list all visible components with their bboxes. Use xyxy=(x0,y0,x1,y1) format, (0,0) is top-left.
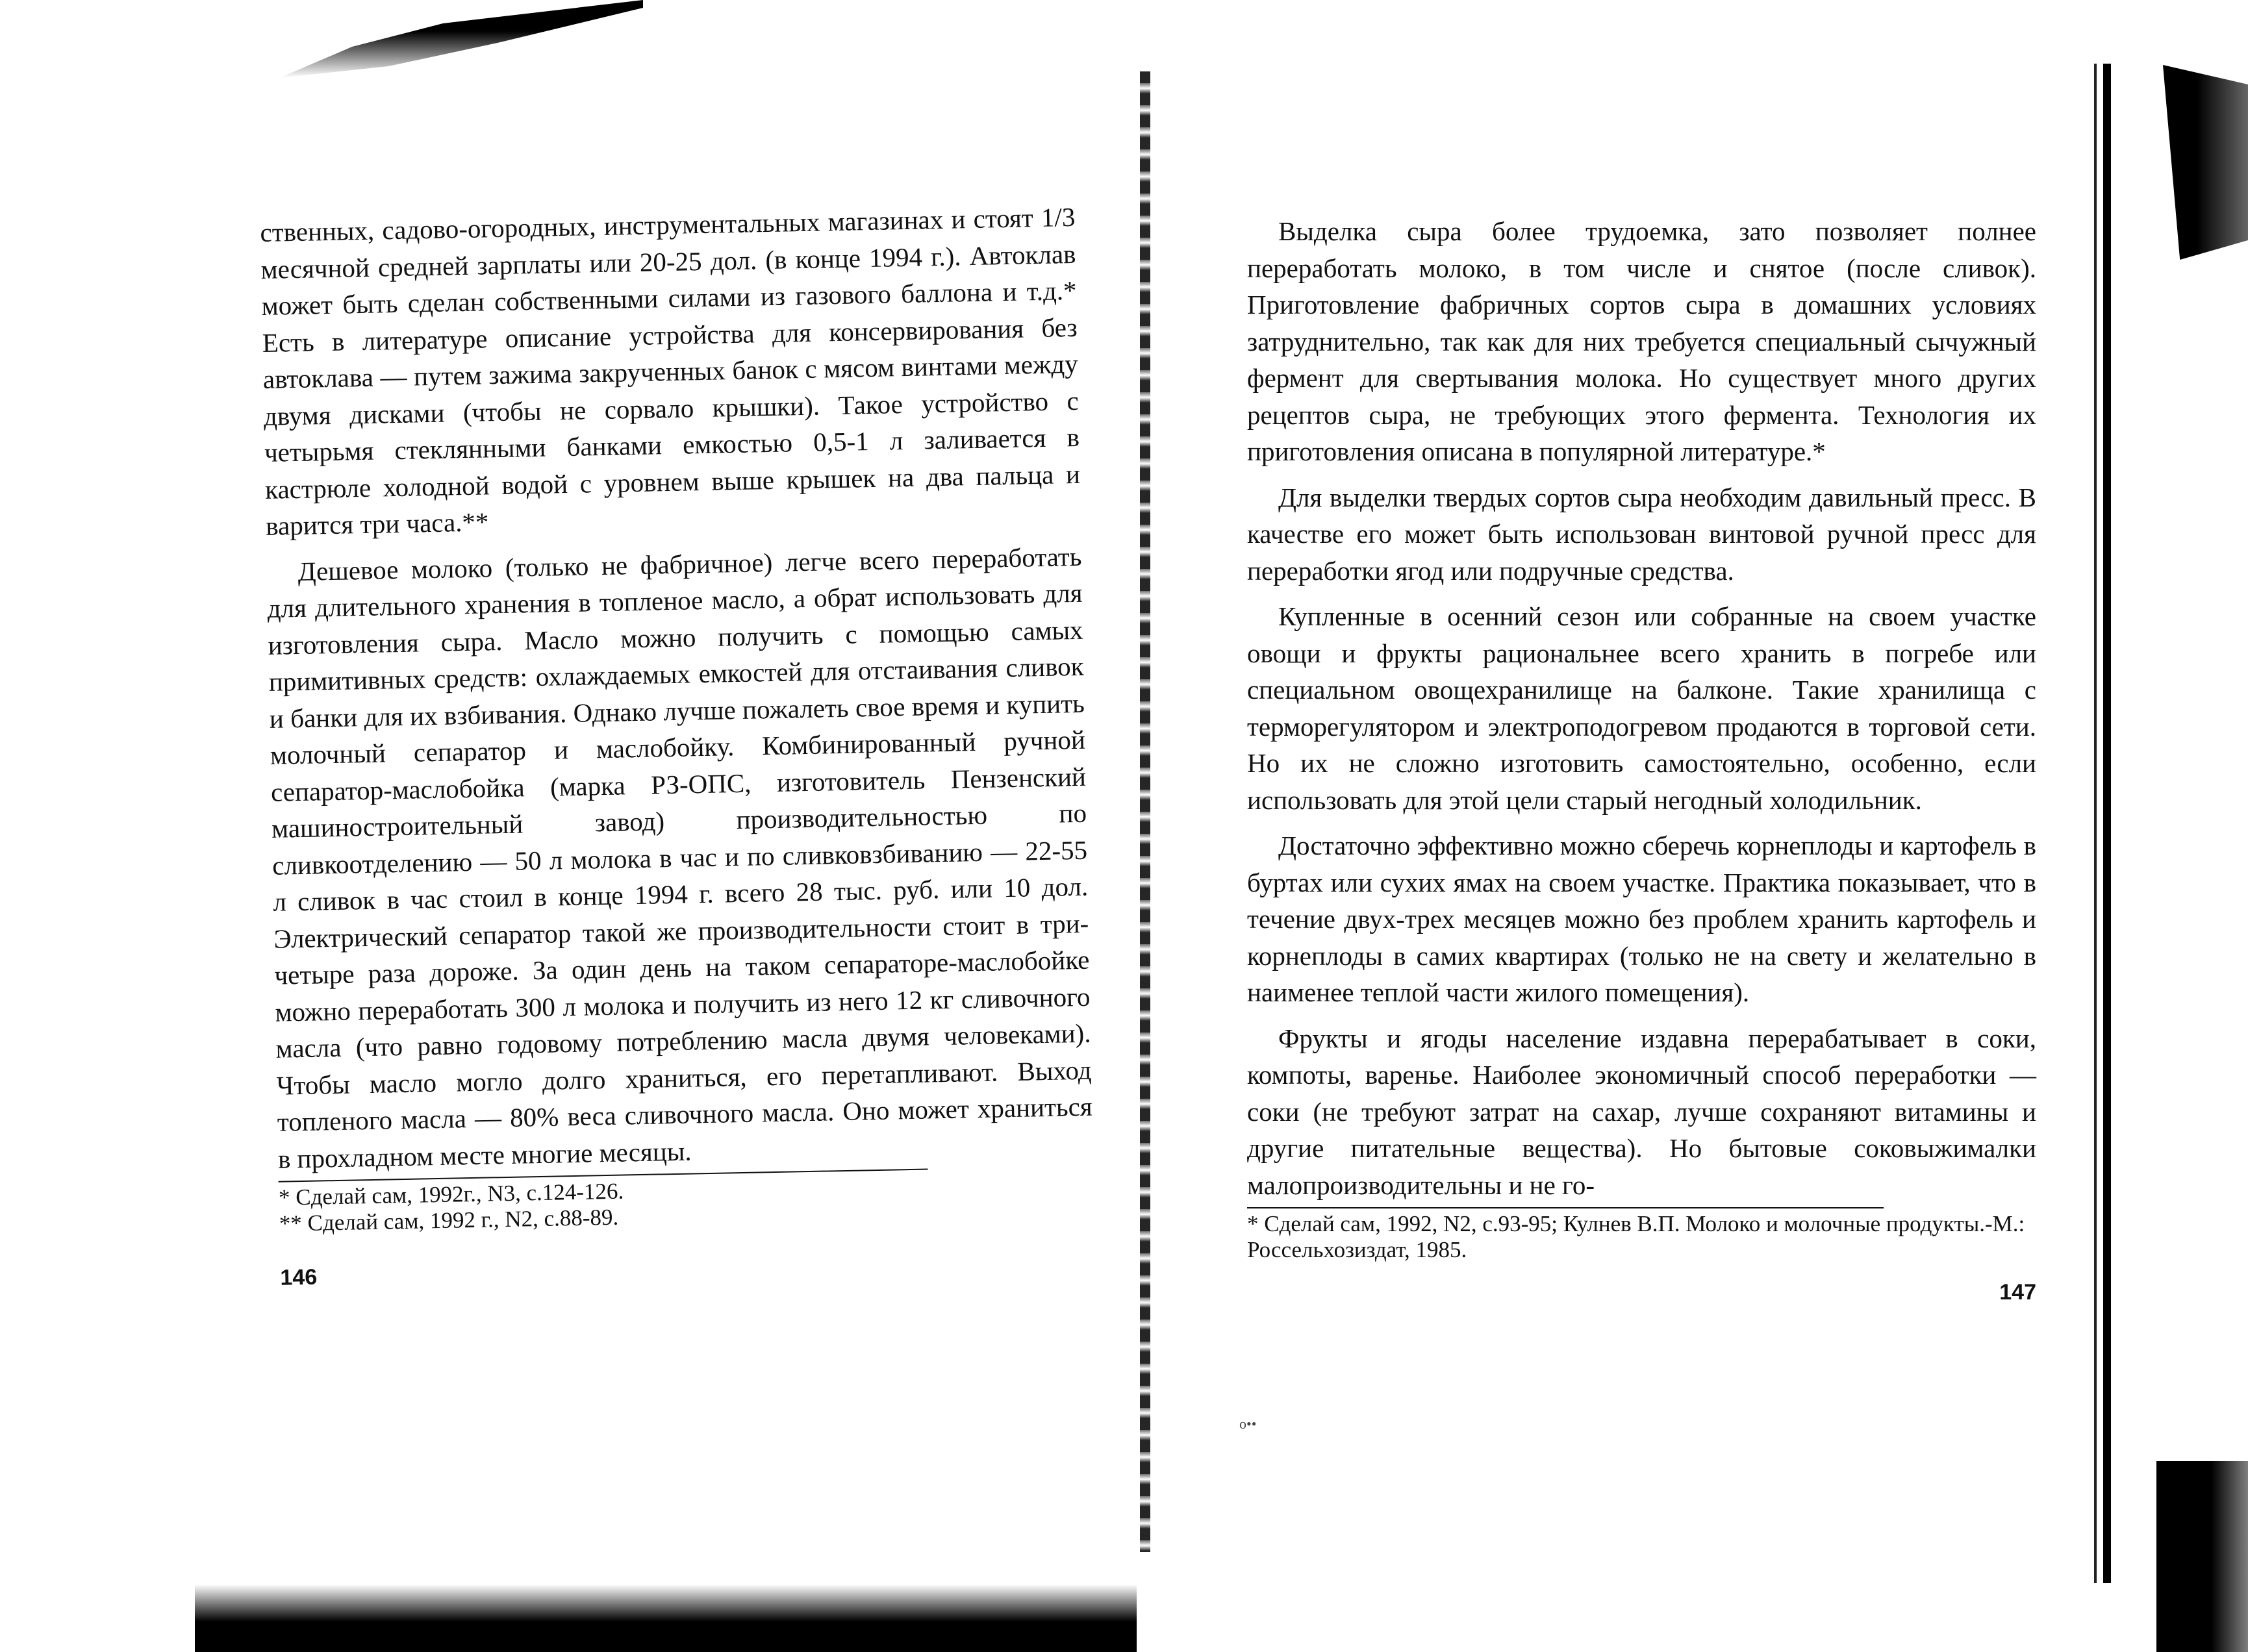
left-page xyxy=(260,199,1096,1291)
left-paragraph-2: Дешевое молоко (только не фабричное) легче всего переработать для длительного хранения в топленое масло, а обрат использовать для изготовления сыра. Масло можно получить с помощью самых примитивных средств: охлаждаемых емкостей для отстаивания сливок и банки для их взбивания. Однако лучше пожалеть свое время и купить молочный сепаратор и маслобойку. Комбинированный ручной сепаратор-маслобойка (марка РЗ-ОПС, изготовитель Пензенский машиностроительный завод) производительностью по сливкоотделению — 50 л молока в час и по сливковзбиванию — 22-55 л сливок в час стоил в конце 1994 г. всего 28 тыс. руб. или 10 дол. Электрический сепаратор такой же производительности стоит в три-четыре раза дороже. За один день на таком сепараторе-маслобойке можно переработать 300 л молока и получить из него 12 кг сливочного масла (что равно годовому потреблению масла двумя человеками). Чтобы масло могло долго храниться, его перетапливают. Выход топленого масла — 80% веса сливочного масла. Оно может храниться в прохладном месте многие месяцы. xyxy=(267,541,1093,1174)
right-paragraph-5: Фрукты и ягоды население издавна перерабатывает в соки, компоты, варенье. Наиболее экономичный способ переработки — соки (не требуют затрат на сахар, лучше сохраняют витамины и другие питательные вещества). Но бытовые соковыжималки малопроизводительны и не го- xyxy=(1247,1023,2036,1200)
scan-shadow-right-top xyxy=(2163,65,2248,260)
right-footnote-1: * Сделай сам, 1992, N2, с.93-95; Кулнев В.П. Молоко и молочные продукты.-М.: Россельхозиздат, 1985. xyxy=(1247,1211,2025,1262)
right-paragraph-4: Достаточно эффективно можно сберечь корнеплоды и картофель в буртах или сухих ямах на своем участке. Практика показывает, что в течение двух-трех месяцев можно без проблем хранить картофель и корнеплоды в самих квартирах (только не на свету и желательно в наименее теплой части жилого помещения). xyxy=(1247,831,2036,1007)
page-edge-bar xyxy=(2103,64,2111,1583)
book-gutter xyxy=(1140,71,1150,1552)
page-edge-line xyxy=(2094,64,2097,1583)
footnote-divider xyxy=(1247,1207,1884,1208)
stray-print-mark: o•• xyxy=(1239,1416,1257,1432)
left-footnote-2: ** Сделай сам, 1992 г., N2, с.88-89. xyxy=(279,1204,619,1236)
right-footnotes xyxy=(1247,1211,2036,1263)
left-paragraph-1: ственных, садово-огородных, инструментальных магазинах и стоят 1/3 месячной средней зарплаты или 20-25 дол. (в конце 1994 г.). Автоклав может быть сделан собственными силами из газового баллона и т.д.* Есть в литературе описание устройства для консервирования без автоклава — путем зажима закрученных банок с мясом винтами между двумя дисками (чтобы не сорвало крышки). Такое устройство с четырьмя стеклянными банками емкостью 0,5-1 л заливается в кастрюле холодной водой с уровнем выше крышек на два пальца и варится три часа.** xyxy=(260,201,1081,541)
scan-shadow-top-left xyxy=(279,0,643,78)
scan-shadow-bottom-left xyxy=(195,1584,1137,1652)
scan-shadow-right-bottom xyxy=(2156,1461,2248,1652)
right-paragraph-1: Выделка сыра более трудоемка, зато позволяет полнее переработать молоко, в том числе и снятое (после сливок). Приготовление фабричных сортов сыра в домашних условиях затруднительно, так как для них требуется специальный сычужный фермент для свертывания молока. Но существует много других рецептов сыра, не требующих этого фермента. Технология их приготовления описана в популярной литературе.* xyxy=(1247,216,2036,466)
left-page-number: 146 xyxy=(280,1264,318,1290)
right-page-number: 147 xyxy=(1999,1280,2036,1305)
left-footnote-1: * Сделай сам, 1992г., N3, с.124-126. xyxy=(278,1178,624,1210)
right-paragraph-3: Купленные в осенний сезон или собранные на своем участке овощи и фрукты рациональнее всего хранить в погребе или специальном овощехранилище на балконе. Такие хранилища с терморегулятором и электроподогревом продаются в торговой сети. Но их не сложно изготовить самостоятельно, особенно, если использовать для этой цели старый негодный холодильник. xyxy=(1247,601,2036,815)
right-paragraph-2: Для выделки твердых сортов сыра необходим давильный пресс. В качестве его может быть использован винтовой ручной пресс для переработки ягод или подручные средства. xyxy=(1247,482,2036,586)
right-page xyxy=(1247,213,2036,1305)
